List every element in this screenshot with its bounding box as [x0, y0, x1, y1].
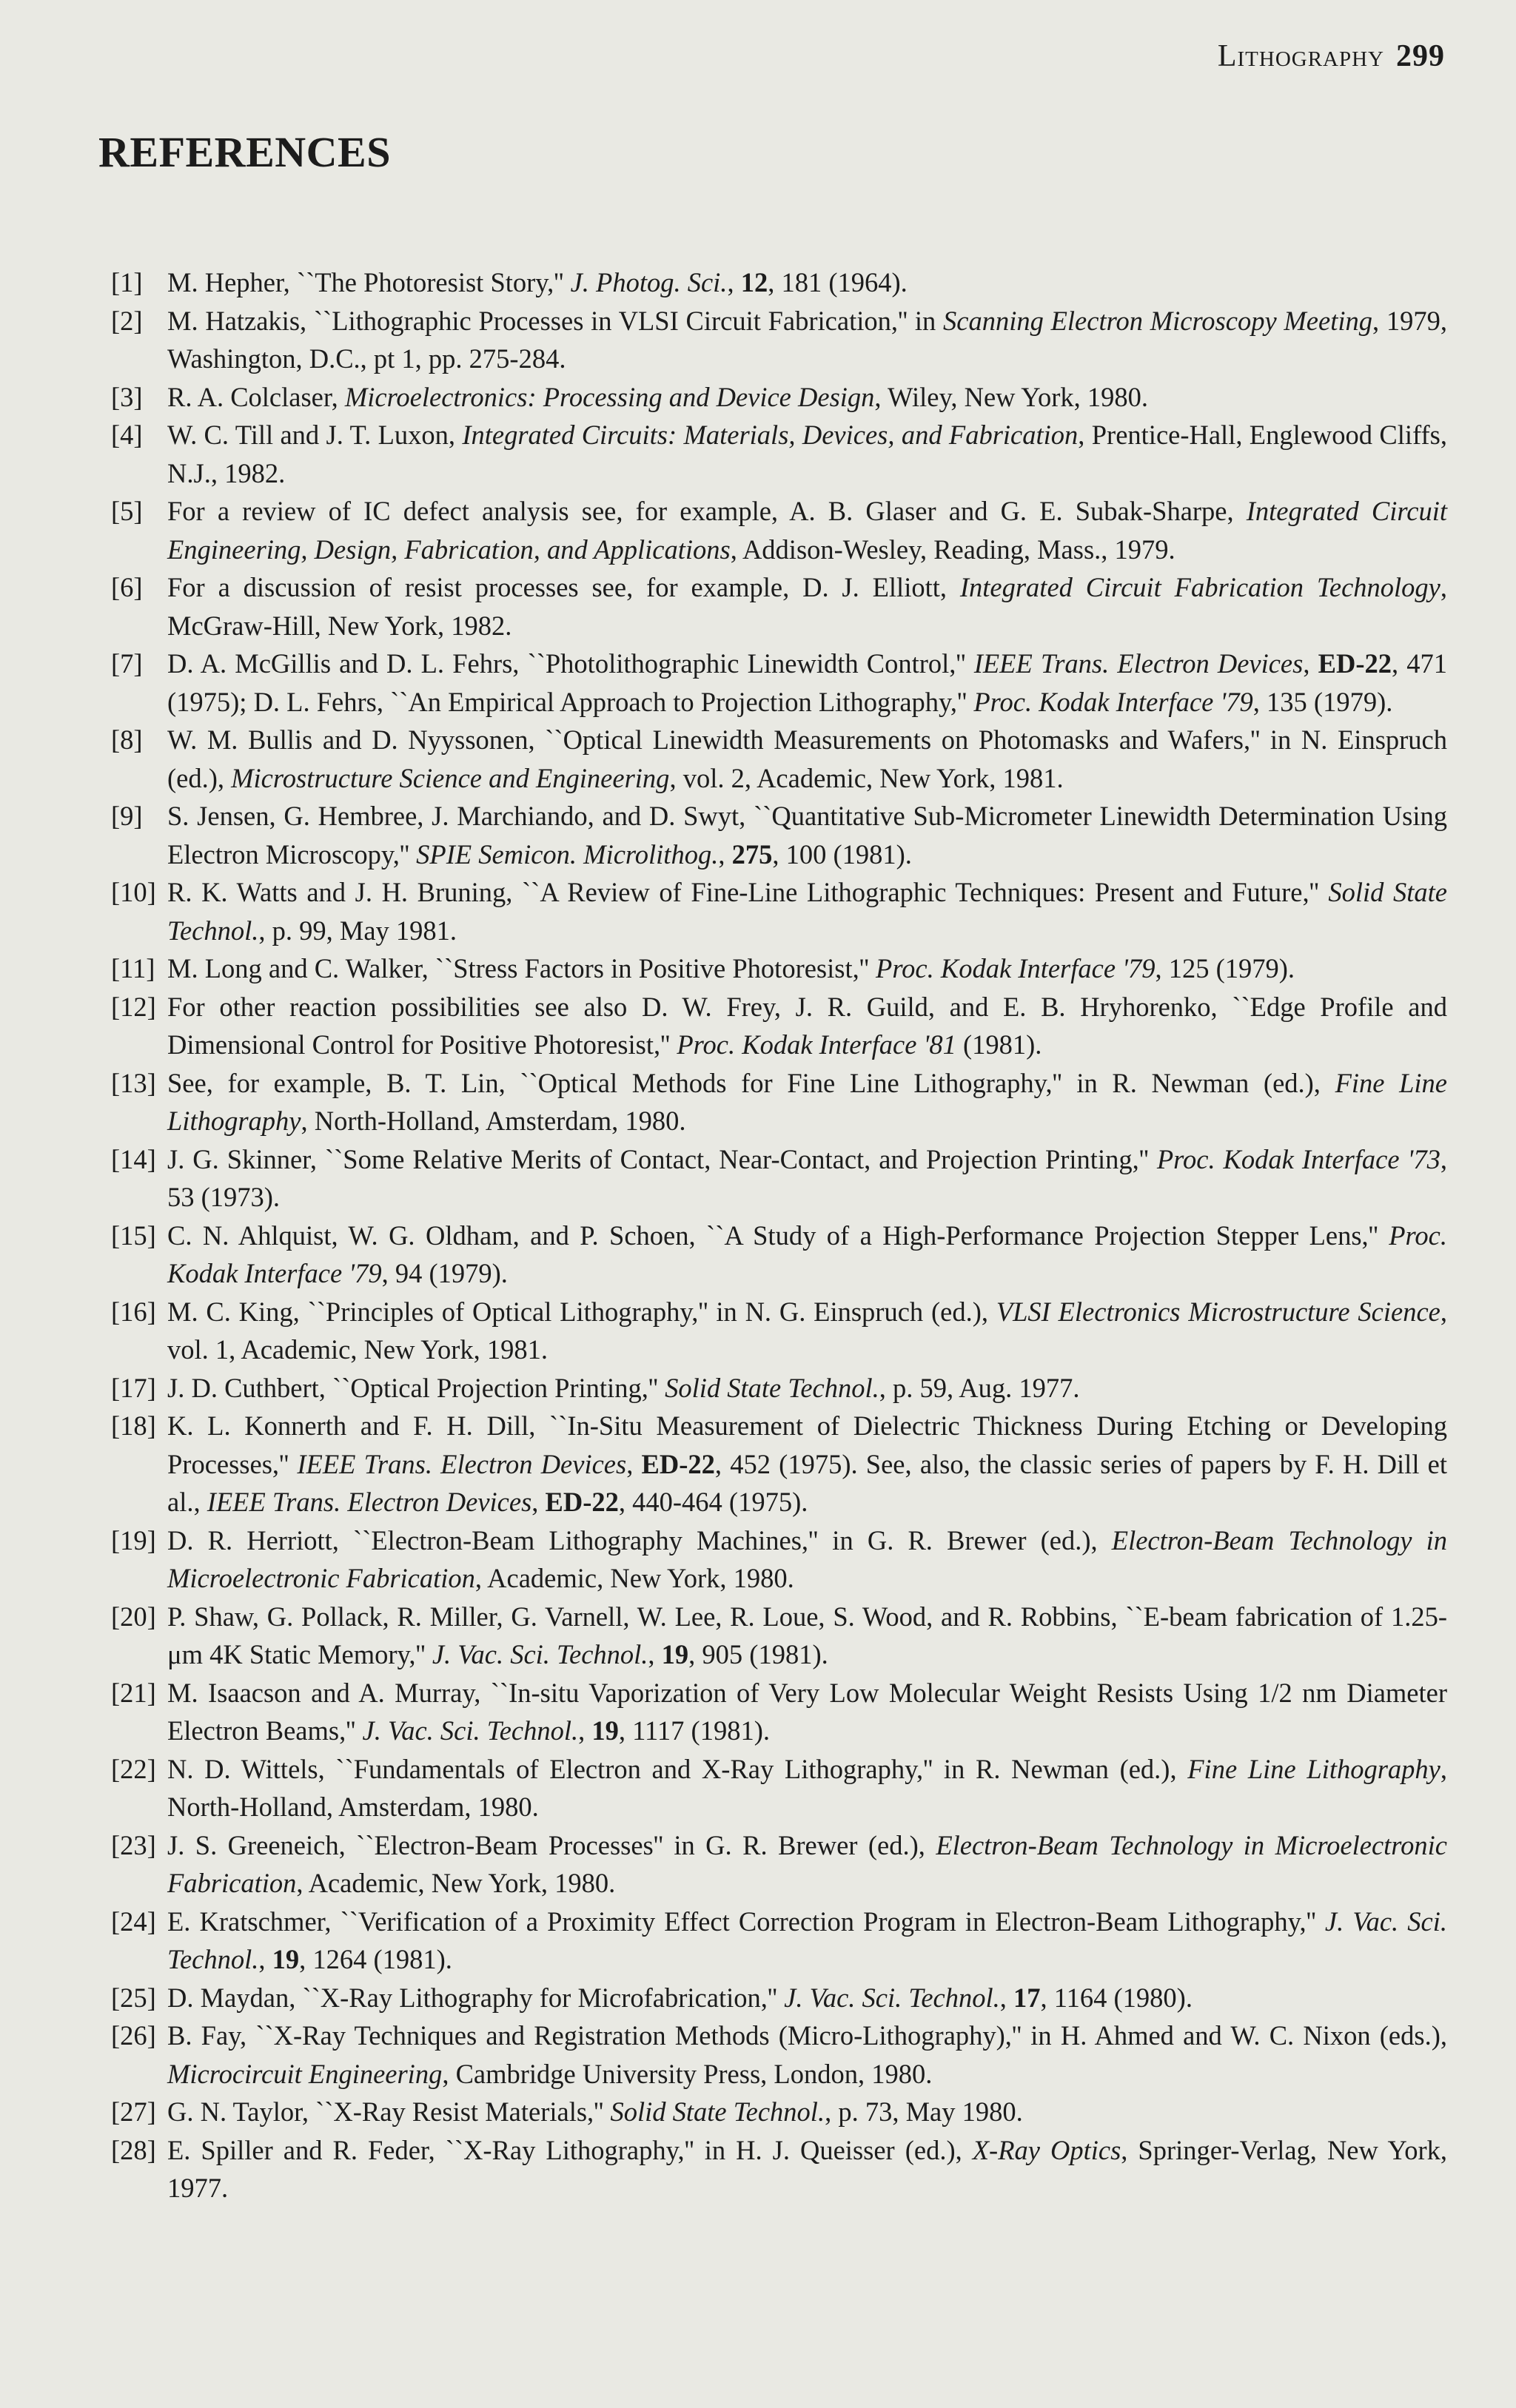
reference-number: [16]	[111, 1296, 156, 1327]
reference-number: [26]	[111, 2020, 156, 2051]
reference-number: [21]	[111, 1677, 156, 1708]
reference-number: [11]	[111, 953, 155, 983]
reference-item	[111, 1521, 1447, 1598]
reference-text: For other reaction possibilities see also D. W. Frey, J. R. Guild, and E. B. Hryhorenko, ``Edge Profile and Dimensional Control for Positive Photoresist,''	[167, 991, 1447, 1060]
reference-text: , McGraw-Hill, New York, 1982.	[167, 572, 1447, 641]
reference-item	[111, 1064, 1447, 1140]
reference-volume: 19	[272, 1944, 300, 1974]
reference-number: [5]	[111, 496, 143, 526]
reference-item	[111, 2131, 1447, 2207]
reference-number: [25]	[111, 1982, 156, 2013]
reference-item	[111, 1903, 1447, 1979]
reference-title: Proc. Kodak Interface '79	[876, 953, 1156, 983]
reference-text: , North-Holland, Amsterdam, 1980.	[167, 1753, 1448, 1822]
reference-text: ,	[531, 1487, 546, 1517]
reference-item	[111, 1826, 1447, 1903]
reference-text: , Addison-Wesley, Reading, Mass., 1979.	[730, 534, 1175, 565]
reference-text: , 1264 (1981).	[299, 1944, 452, 1974]
reference-item	[111, 949, 1447, 988]
reference-number: [24]	[111, 1906, 156, 1937]
reference-text: W. C. Till and J. T. Luxon,	[167, 420, 463, 450]
reference-item	[111, 416, 1447, 492]
reference-text: , Academic, New York, 1980.	[296, 1868, 616, 1898]
reference-title: Electron-Beam Technology in Microelectronic Fabrication	[167, 1524, 1447, 1593]
reference-item	[111, 378, 1447, 417]
reference-text: , 135 (1979).	[1252, 686, 1393, 717]
reference-title: Fine Line Lithography	[1187, 1753, 1440, 1784]
reference-text: , Cambridge University Press, London, 1980.	[442, 2058, 933, 2089]
reference-text: E. Kratschmer, ``Verification of a Proximity Effect Correction Program in Electron-Beam Lithography,''	[167, 1906, 1325, 1937]
reference-text: M. C. King, ``Principles of Optical Lithography,'' in N. G. Einspruch (ed.),	[167, 1296, 996, 1327]
reference-list	[111, 263, 1447, 2207]
reference-item	[111, 1293, 1447, 1369]
reference-item	[111, 2017, 1447, 2093]
reference-text: ,	[578, 1715, 592, 1746]
reference-title: J. Vac. Sci. Technol.	[362, 1715, 579, 1746]
reference-title: J. Vac. Sci. Technol.	[784, 1982, 1000, 2013]
reference-item	[111, 721, 1447, 797]
reference-item	[111, 1598, 1447, 1674]
reference-text: , 1117 (1981).	[618, 1715, 770, 1746]
reference-text: M. Hepher, ``The Photoresist Story,''	[167, 267, 571, 297]
reference-item	[111, 645, 1447, 721]
reference-number: [19]	[111, 1524, 156, 1556]
reference-text: D. A. McGillis and D. L. Fehrs, ``Photolithographic Linewidth Control,''	[167, 648, 974, 679]
reference-text: , 1164 (1980).	[1040, 1982, 1193, 2013]
reference-text: D. R. Herriott, ``Electron-Beam Lithography Machines,'' in G. R. Brewer (ed.),	[167, 1524, 1112, 1556]
reference-item	[111, 1140, 1447, 1217]
reference-item	[111, 797, 1447, 873]
reference-text: ,	[626, 1448, 642, 1479]
reference-volume: 12	[740, 267, 768, 297]
reference-title: Scanning Electron Microscopy Meeting	[943, 305, 1372, 336]
reference-title: Proc. Kodak Interface '73	[1156, 1143, 1440, 1174]
reference-number: [17]	[111, 1372, 156, 1403]
reference-title: Solid State Technol.	[167, 877, 1448, 946]
reference-text: , 94 (1979).	[381, 1258, 508, 1288]
reference-text: For a review of IC defect analysis see, for example, A. B. Glaser and G. E. Subak-Sharpe,	[167, 496, 1247, 526]
reference-text: J. D. Cuthbert, ``Optical Projection Printing,''	[167, 1372, 665, 1403]
reference-text: , p. 73, May 1980.	[825, 2096, 1023, 2127]
reference-title: Microstructure Science and Engineering	[231, 762, 670, 793]
reference-number: [6]	[111, 572, 143, 602]
reference-text: , p. 99, May 1981.	[258, 915, 457, 946]
reference-item	[111, 568, 1447, 645]
reference-text: K. L. Konnerth and F. H. Dill, ``In-Situ Measurement of Dielectric Thickness During Etching or Developing Processes,''	[167, 1410, 1447, 1479]
reference-number: [14]	[111, 1143, 156, 1174]
reference-text: W. M. Bullis and D. Nyyssonen, ``Optical Linewidth Measurements on Photomasks and Wafers,'' in N. Einspruch (ed.),	[167, 724, 1447, 793]
reference-text: , Prentice-Hall, Englewood Cliffs, N.J., 1982.	[167, 420, 1447, 488]
reference-text: C. N. Ahlquist, W. G. Oldham, and P. Schoen, ``A Study of a High-Performance Projection Stepper Lens,''	[167, 1220, 1389, 1251]
reference-text: B. Fay, ``X-Ray Techniques and Registration Methods (Micro-Lithography),'' in H. Ahmed and W. C. Nixon (eds.),	[167, 2020, 1447, 2051]
reference-title: Microcircuit Engineering	[167, 2058, 443, 2089]
reference-text: R. A. Colclaser,	[167, 381, 345, 412]
reference-number: [22]	[111, 1753, 156, 1784]
reference-item	[111, 1979, 1447, 2017]
reference-number: [8]	[111, 724, 143, 755]
reference-title: Solid State Technol.	[610, 2096, 825, 2127]
reference-text: S. Jensen, G. Hembree, J. Marchiando, and D. Swyt, ``Quantitative Sub-Micrometer Linewidth Determination Using Electron Microscopy,''	[167, 801, 1447, 870]
reference-text: , 1979, Washington, D.C., pt 1, pp. 275-284.	[167, 305, 1448, 374]
reference-title: SPIE Semicon. Microlithog.	[416, 838, 719, 870]
reference-title: Proc. Kodak Interface '79	[973, 686, 1253, 717]
reference-title: VLSI Electronics Microstructure Science	[996, 1296, 1440, 1327]
reference-number: [27]	[111, 2096, 156, 2127]
reference-number: [7]	[111, 648, 143, 679]
reference-text: See, for example, B. T. Lin, ``Optical Methods for Fine Line Lithography,'' in R. Newman (ed.),	[167, 1067, 1335, 1098]
reference-text: (1981).	[956, 1029, 1042, 1060]
reference-volume: ED-22	[545, 1487, 619, 1517]
page-number: 299	[1396, 39, 1445, 73]
reference-title: Fine Line Lithography	[167, 1067, 1447, 1136]
reference-text: , vol. 2, Academic, New York, 1981.	[669, 762, 1064, 793]
reference-text: , Wiley, New York, 1980.	[874, 381, 1149, 412]
reference-text: , Springer-Verlag, New York, 1977.	[167, 2134, 1448, 2203]
reference-text: , 100 (1981).	[772, 838, 912, 870]
reference-volume: 19	[661, 1639, 689, 1669]
reference-title: Proc. Kodak Interface '81	[677, 1029, 956, 1060]
reference-text: M. Isaacson and A. Murray, ``In-situ Vaporization of Very Low Molecular Weight Resists Using 1/2 nm Diameter Electron Beams,''	[167, 1677, 1447, 1746]
reference-title: Microelectronics: Processing and Device Design	[344, 381, 875, 412]
reference-volume: ED-22	[1318, 648, 1392, 679]
reference-item	[111, 1217, 1447, 1293]
reference-text: ,	[1303, 648, 1318, 679]
reference-text: , 471 (1975); D. L. Fehrs, ``An Empirical Approach to Projection Lithography,''	[167, 648, 1448, 717]
references-heading: REFERENCES	[98, 128, 391, 176]
reference-title: Electron-Beam Technology in Microelectronic Fabrication	[167, 1829, 1447, 1898]
reference-item	[111, 1750, 1447, 1826]
reference-item	[111, 1407, 1447, 1521]
reference-text: , p. 59, Aug. 1977.	[879, 1372, 1080, 1403]
reference-text: , Academic, New York, 1980.	[474, 1563, 794, 1593]
reference-item	[111, 302, 1447, 378]
reference-text: J. G. Skinner, ``Some Relative Merits of Contact, Near-Contact, and Projection Printing,''	[167, 1143, 1157, 1174]
running-head	[1218, 38, 1445, 74]
reference-item	[111, 2093, 1447, 2131]
reference-text: D. Maydan, ``X-Ray Lithography for Microfabrication,''	[167, 1982, 785, 2013]
reference-text: M. Hatzakis, ``Lithographic Processes in VLSI Circuit Fabrication,'' in	[167, 305, 944, 336]
reference-volume: 275	[731, 838, 773, 870]
reference-number: [13]	[111, 1067, 156, 1098]
reference-text: ,	[999, 1982, 1013, 2013]
reference-number: [3]	[111, 381, 143, 412]
reference-title: J. Vac. Sci. Technol.	[432, 1639, 648, 1669]
reference-number: [18]	[111, 1410, 156, 1441]
reference-title: X-Ray Optics	[972, 2134, 1121, 2165]
reference-text: , 452 (1975). See, also, the classic series of papers by F. H. Dill et al.,	[167, 1448, 1447, 1517]
reference-text: M. Long and C. Walker, ``Stress Factors in Positive Photoresist,''	[167, 953, 876, 983]
reference-volume: 17	[1013, 1982, 1041, 2013]
reference-title: IEEE Trans. Electron Devices	[973, 648, 1304, 679]
reference-title: J. Vac. Sci. Technol.	[167, 1906, 1447, 1974]
reference-number: [4]	[111, 420, 143, 450]
reference-item	[111, 263, 1447, 302]
reference-title: IEEE Trans. Electron Devices	[207, 1487, 532, 1517]
reference-title: IEEE Trans. Electron Devices	[297, 1448, 627, 1479]
reference-number: [9]	[111, 801, 143, 831]
reference-text: ,	[648, 1639, 662, 1669]
reference-text: , North-Holland, Amsterdam, 1980.	[301, 1106, 686, 1136]
reference-text: G. N. Taylor, ``X-Ray Resist Materials,''	[167, 2096, 611, 2127]
reference-item	[111, 988, 1447, 1064]
reference-number: [10]	[111, 877, 156, 907]
reference-text: , 905 (1981).	[688, 1639, 828, 1669]
reference-text: , 53 (1973).	[167, 1143, 1447, 1212]
reference-volume: 19	[591, 1715, 619, 1746]
reference-title: Proc. Kodak Interface '79	[167, 1220, 1447, 1288]
reference-title: J. Photog. Sci.	[570, 267, 728, 297]
reference-text: N. D. Wittels, ``Fundamentals of Electron and X-Ray Lithography,'' in R. Newman (ed.),	[167, 1753, 1188, 1784]
reference-text: , 440-464 (1975).	[618, 1487, 808, 1517]
reference-text: ,	[258, 1944, 272, 1974]
reference-number: [23]	[111, 1829, 156, 1860]
reference-text: ,	[718, 838, 732, 870]
reference-text: R. K. Watts and J. H. Bruning, ``A Review of Fine-Line Lithographic Techniques: Present and Future,''	[167, 877, 1329, 907]
reference-item	[111, 1674, 1447, 1750]
reference-text: E. Spiller and R. Feder, ``X-Ray Lithography,'' in H. J. Queisser (ed.),	[167, 2134, 973, 2165]
reference-title: Integrated Circuits: Materials, Devices, and Fabrication	[462, 420, 1079, 450]
reference-title: Integrated Circuit Engineering, Design, Fabrication, and Applications	[167, 496, 1447, 565]
reference-item	[111, 873, 1447, 949]
reference-text: P. Shaw, G. Pollack, R. Miller, G. Varnell, W. Lee, R. Loue, S. Wood, and R. Robbins, ``E-beam fabrication of 1.25-μm 4K Static Memory,''	[167, 1601, 1447, 1669]
reference-text: For a discussion of resist processes see, for example, D. J. Elliott,	[167, 572, 960, 602]
reference-text: J. S. Greeneich, ``Electron-Beam Processes'' in G. R. Brewer (ed.),	[167, 1829, 936, 1860]
reference-volume: ED-22	[641, 1448, 715, 1479]
reference-title: Integrated Circuit Fabrication Technology	[959, 572, 1440, 602]
reference-text: , 125 (1979).	[1155, 953, 1295, 983]
reference-number: [28]	[111, 2134, 156, 2165]
reference-number: [2]	[111, 305, 143, 336]
running-head-section: Lithography	[1217, 39, 1384, 73]
reference-text: ,	[727, 267, 741, 297]
reference-number: [12]	[111, 991, 156, 1022]
reference-number: [15]	[111, 1220, 156, 1251]
reference-number: [20]	[111, 1601, 156, 1632]
reference-text: , 181 (1964).	[768, 267, 908, 297]
reference-title: Solid State Technol.	[665, 1372, 879, 1403]
reference-number: [1]	[111, 267, 143, 297]
reference-text: , vol. 1, Academic, New York, 1981.	[167, 1296, 1447, 1365]
reference-item	[111, 492, 1447, 568]
reference-item	[111, 1369, 1447, 1408]
